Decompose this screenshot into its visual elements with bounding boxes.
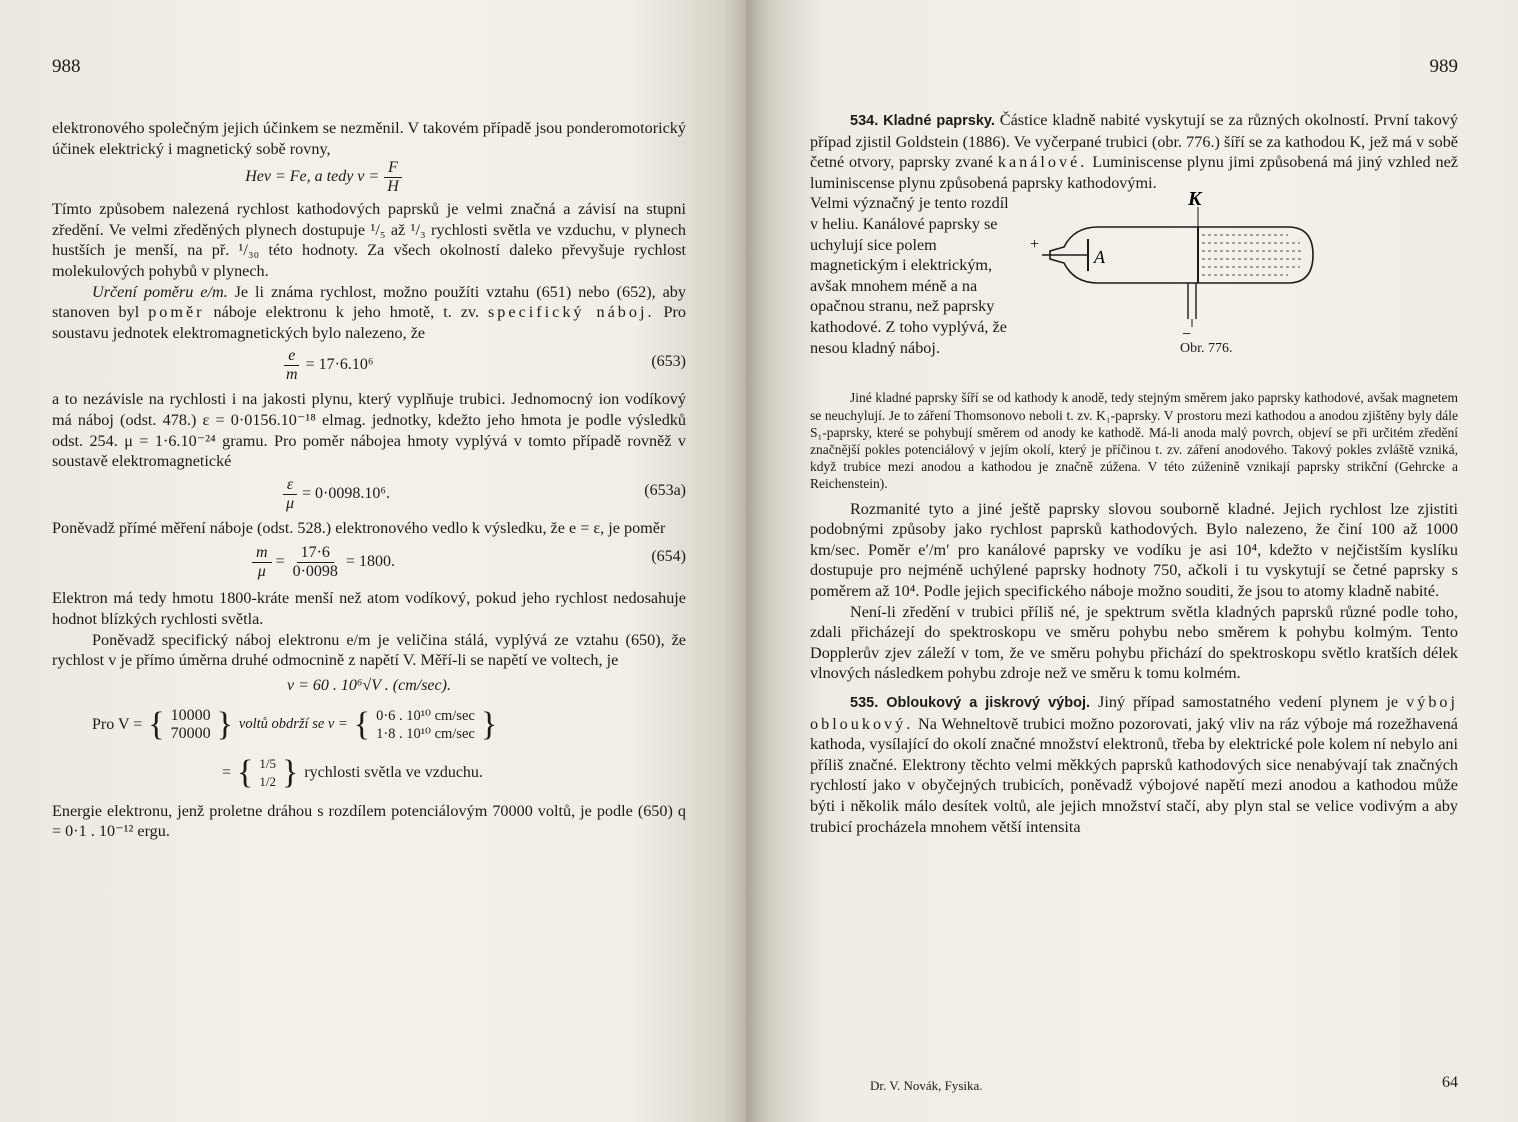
page-footer — [810, 1074, 1458, 1094]
right-brace: } — [480, 705, 498, 743]
right-page — [746, 0, 1518, 1122]
equation-hev — [52, 159, 686, 199]
paragraph: Elektron má tedy hmotu 1800-kráte menší než atom vodíkový, pokud jeho rychlost nedosahuje hodnot blízkých rychlosti světla. — [52, 589, 686, 628]
fraction — [282, 347, 302, 384]
value: 0·6 . 10¹⁰ cm/sec — [376, 707, 475, 724]
numerator: 17·6 — [297, 544, 334, 563]
equation-654 — [52, 538, 686, 588]
equation-653 — [52, 343, 686, 389]
spaced-term: kanálové. — [997, 153, 1088, 172]
paragraph: elektronového společným jejich účinkem se nezměnil. V takovém případě jsou ponderomotorický účinek elektrický i magnetický sobě rovny, — [52, 119, 686, 158]
spaced-term: výboj obloukový. — [810, 692, 1458, 733]
footer-sheet-number: 64 — [1442, 1074, 1458, 1091]
left-brace: { — [353, 705, 371, 743]
section-heading: 534. Kladné paprsky. — [850, 113, 995, 129]
equation-number: (653) — [651, 353, 686, 371]
section-535-intro — [810, 692, 1458, 837]
paragraph: a to nezávisle na rychlosti i na jakosti plynu, který vyplňuje trubici. Jednomocný ion vodíkový má náboj (odst. 478.) ε = 0·0156.10⁻¹⁸ elmag. jednotky, kdežto jeho hmota je podle výsledků odst. 254. μ = 1·6.10⁻²⁴ gramu. Pro poměr nábojea hmoty vyplývá v tomto případě rovněž v soustavě elektromagnetické — [52, 390, 686, 471]
equation-number: (653a) — [644, 481, 686, 499]
paragraph: Rozmanité tyto a jiné ještě paprsky slovou souborně kladné. Jejich rychlost lze zjistiti podobnými způsoby jako rychlost paprsků kathodových. Bylo nalezeno, že činí 100 až 1000 km/sec. Poměr e′/m′ pro kanálové paprsky ve vodíku je asi 10⁴, kdežto v nejčistším kyslíku dostupuje pro nejméně uchýlené paprsky hodnoty 750, ačkoli i tu vyskytují se četné paprsky s poměrem až 10⁴. Podle jejich specifického náboje možno souditi, že jsou to atomy kladně nabité. — [810, 499, 1458, 600]
label-A: A — [1094, 247, 1105, 268]
denominator: μ — [286, 494, 295, 512]
equation-653a — [52, 472, 686, 518]
value: 10000 — [170, 706, 211, 724]
denominator: 0·0098 — [292, 563, 338, 581]
section-heading: 535. Obloukový a jiskrový výboj. — [850, 694, 1091, 711]
fraction — [289, 544, 342, 581]
denominator: μ — [257, 563, 266, 581]
figure-776 — [1030, 188, 1300, 383]
equation-text: Pro V = — [92, 715, 143, 733]
figure-caption: Obr. 776. — [1180, 341, 1233, 357]
page-number-right: 989 — [1429, 56, 1458, 77]
left-brace: { — [237, 753, 254, 791]
text-span: Na Wehneltově trubici možno pozorovati, jaký vliv na ráz výboje má rozežhavená kathoda, vysílající do okolí značné množství elektronů, třeba by elektrické pole kolem ní nebylo ani příliš značné. Elektrony těchto velmi měkkých paprsků kathodových sice nenabývají tak značných rychlostí jako v obyčejných trubicích, poněvadž výbojové napětí mezi anodou a kathodou může býti i několik málo desítek voltů, ale jejich množství stačí, aby plyn stal se velice vodivým a aby trubicí procházela mnohem větší intensita — [810, 714, 1458, 836]
numerator: m — [252, 544, 272, 563]
paragraph: Není-li zředění v trubici příliš né, je spektrum světla kladných paprsků různé podle toho, zdali přicházejí do spektroskopu ve směru pohybu nebo směrem k pohybu kolmým. Tento Dopplerův zjev záleží v tom, že ve směru pohybu přichází do spektroskopu světlo kratších délek vlnových následkem pohybu zdroje než ve směru k tomu kolmém. — [810, 602, 1458, 683]
text-span: Pro soustavu jednotek elektromagnetických bylo nalezeno, že — [52, 303, 686, 342]
page-number-left: 988 — [52, 56, 81, 77]
figure-side-text: Velmi význačný je tento rozdíl v heliu. Kanálové paprsky se uchylují sice polem magnetickým i elektrickým, avšak mnohem méně a na opačnou stranu, než paprsky kathodové. Z toho vyplývá, že nesou kladný náboj. — [810, 194, 1009, 357]
small-print-paragraph: Jiné kladné paprsky šíří se od kathody k anodě, tedy stejným směrem jako paprsky kathodové, avšak magnetem se neuchylují. Je to záření Thomsonovo neboli t. zv. K₁-paprsky. V prostoru mezi kathodou a anodou zjištěny byly dále S₁-paprsky, které se pohybují směrem od anody ke kathodě. Má-li anoda malý povrch, objeví se při určitém zředění značnější pokles potenciálový v jejím okolí, který je příčinou t. zv. záření anodového. Takový pokles zvláště vzniká, když trubice mezi anodou a kathodou je značně zúžena. V této zúženině vznikají paprsky strikční (Gehrcke a Reichenstein). — [810, 390, 1458, 492]
value-stack — [376, 707, 475, 743]
label-K: K — [1188, 188, 1202, 211]
paragraph: Poněvadž specifický náboj elektronu e/m je veličina stálá, vyplývá ze vztahu (650), že rychlost v je přímo úměrna druhé odmocnině z napětí V. Měří-li se napětí ve voltech, je — [52, 630, 686, 670]
equals-sign: = — [222, 763, 232, 781]
spaced-term: specifický náboj. — [488, 303, 655, 322]
equation-value: = 0·0098.10⁶. — [302, 484, 390, 502]
tube-diagram — [1030, 188, 1300, 344]
paragraph: Tímto způsobem nalezená rychlost kathodových paprsků je velmi značná a závisí na stupni zředění. Ve velmi zředěných plynech dostupuje ¹/₅ až ¹/₃ rychlosti světla ve vzduchu, v plynech hustších je menší, na př. ¹/₃₀ této hodnoty. Za všech okolností daleko převyšuje rychlost molekulových pohybů v plynech. — [52, 200, 686, 280]
equation-value: = 17·6.10⁶ — [305, 356, 374, 374]
value: 70000 — [170, 724, 211, 742]
text-span: Jiný případ samostatného vedení plynem je — [1090, 692, 1407, 711]
denominator: H — [387, 178, 399, 196]
equals-sign: = — [275, 553, 289, 571]
equation-light-fraction — [52, 751, 686, 801]
denominator: m — [286, 366, 298, 384]
section-534-intro — [810, 110, 1458, 193]
paragraph-ratio — [52, 282, 686, 344]
fraction — [383, 159, 403, 196]
italic-heading: Určení poměru e/m. — [92, 282, 228, 301]
label-minus: − — [1182, 326, 1192, 344]
numerator: ε — [283, 476, 297, 495]
footer-author: Dr. V. Novák, Fysika. — [870, 1078, 983, 1093]
fraction — [282, 476, 298, 513]
right-brace: } — [216, 705, 233, 743]
equation-text: voltů obdrží se v = — [238, 716, 348, 733]
fraction — [252, 544, 272, 581]
right-brace: } — [281, 753, 299, 791]
equation-pro-v — [52, 701, 686, 751]
value-stack — [171, 707, 211, 743]
label-plus: + — [1030, 236, 1040, 254]
numerator: F — [384, 159, 402, 178]
figure-block — [810, 188, 1458, 385]
text-span: Luminiscense plynu jimi způsobená má jiný vzhled než luminiscense plynu způsobená paprsky kathodovými. — [810, 153, 1458, 192]
value-stack — [259, 755, 276, 791]
equation-value: = 1800. — [345, 553, 395, 571]
equation-velocity — [52, 671, 686, 701]
left-brace: { — [148, 705, 165, 743]
paragraph: Poněvadž přímé měření náboje (odst. 528.) elektronového vedlo k výsledku, že e = ε, je poměr — [52, 518, 666, 537]
equation-text: Hev = Fe, a tedy v = — [245, 168, 380, 186]
equation-text: v = 60 . 10⁶√V . (cm/sec). — [287, 676, 451, 694]
numerator: e — [284, 347, 299, 366]
value: 1/2 — [259, 773, 276, 789]
value: 1/5 — [259, 755, 276, 771]
equation-text: rychlosti světla ve vzduchu. — [304, 763, 483, 781]
text-span: náboje elektronu k jeho hmotě, t. zv. — [204, 303, 488, 322]
text-span: Je li známa rychlost, možno použíti vztahu (651) nebo (652), aby stanoven byl — [52, 282, 686, 322]
text-span: Částice kladně nabité vyskytují se za různých okolností. První takový případ zjistil Goldstein (1886). Ve vyčerpané trubici (obr. 776.) šíří se za kathodou K, jež má v sobě četné otvory, paprsky zvané — [810, 111, 1458, 172]
paragraph: Energie elektronu, jenž proletne dráhou s rozdílem potenciálovým 70000 voltů, je podle (650) q = 0·1 . 10⁻¹² ergu. — [52, 801, 686, 841]
left-page — [0, 0, 746, 1122]
equation-number: (654) — [651, 548, 686, 566]
spaced-term: poměr — [148, 303, 205, 322]
value: 1·8 . 10¹⁰ cm/sec — [376, 725, 475, 742]
